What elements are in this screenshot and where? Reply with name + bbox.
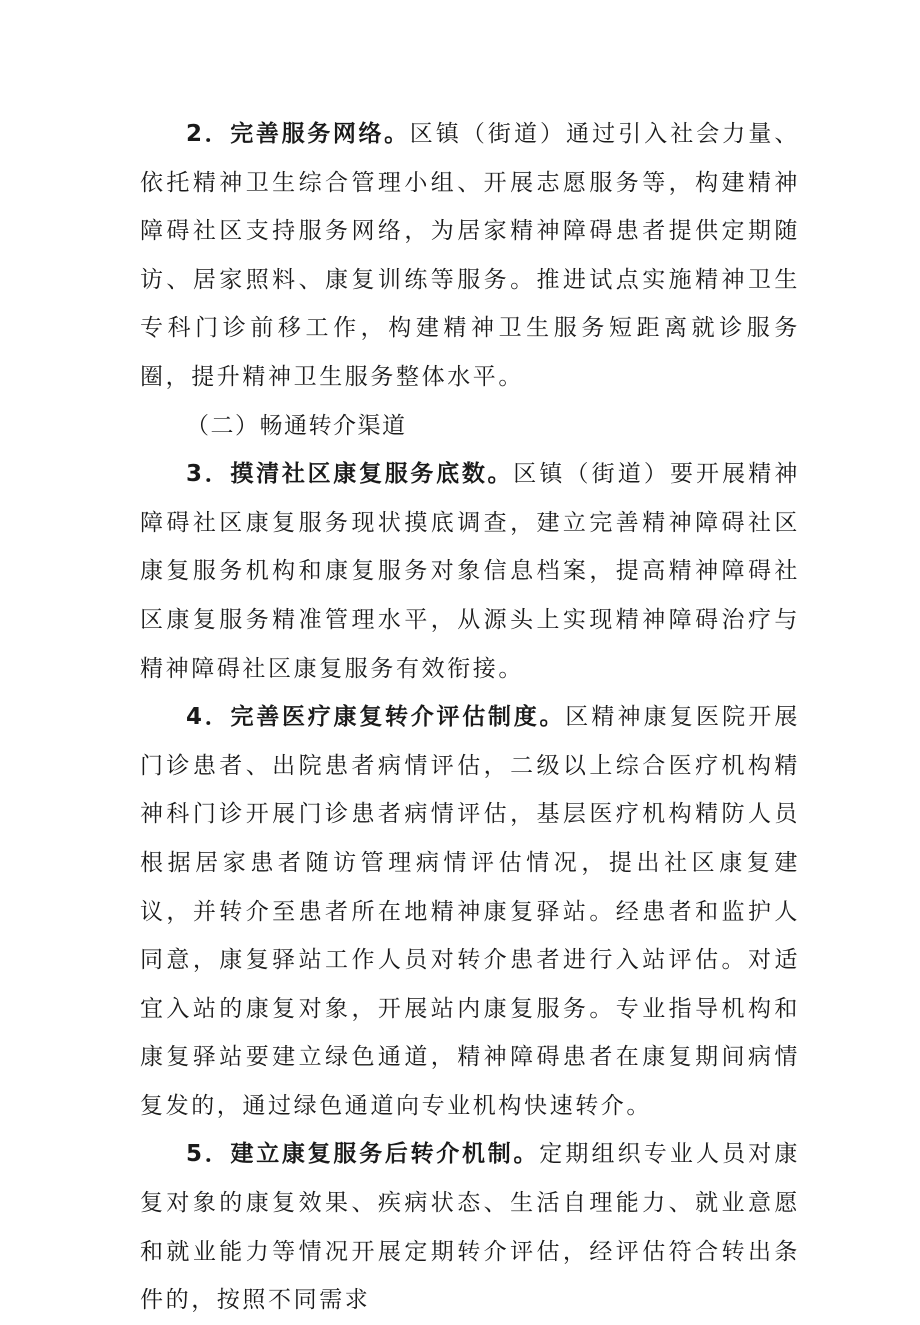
paragraph-referral-assessment	[140, 693, 800, 1130]
section-heading: （二）畅通转介渠道	[186, 412, 407, 439]
paragraph-body: 区精神康复医院开展门诊患者、出院患者病情评估，二级以上综合医疗机构精神科门诊开展门诊患者病情评估，基层医疗机构精防人员根据居家患者随访管理病情评估情况，提出社区康复建议，并转介至患者所在地精神康复驿站。经患者和监护人同意，康复驿站工作人员对转介患者进行入站评估。对适宜入站的康复对象，开展站内康复服务。专业指导机构和康复驿站要建立绿色通道，精神障碍患者在康复期间病情复发的，通过绿色通道向专业机构快速转介。	[140, 704, 800, 1119]
paragraph-lead: 3．摸清社区康复服务底数。	[186, 461, 514, 488]
paragraph-body: 区镇（街道）要开展精神障碍社区康复服务现状摸底调查，建立完善精神障碍社区康复服务机构和康复服务对象信息档案，提高精神障碍社区康复服务精准管理水平，从源头上实现精神障碍治疗与精神障碍社区康复服务有效衔接。	[140, 461, 800, 682]
paragraph-lead: 4．完善医疗康复转介评估制度。	[186, 704, 566, 731]
paragraph-service-baseline	[140, 450, 800, 693]
paragraph-lead: 5．建立康复服务后转介机制。	[186, 1141, 540, 1168]
paragraph-service-network	[140, 110, 800, 402]
paragraph-body: 区镇（街道）通过引入社会力量、依托精神卫生综合管理小组、开展志愿服务等，构建精神障碍社区支持服务网络，为居家精神障碍患者提供定期随访、居家照料、康复训练等服务。推进试点实施精神卫生专科门诊前移工作，构建精神卫生服务短距离就诊服务圈，提升精神卫生服务整体水平。	[140, 121, 800, 390]
paragraph-lead: 2．完善服务网络。	[186, 121, 410, 147]
paragraph-post-rehab-referral	[140, 1130, 800, 1324]
paragraph-body: 定期组织专业人员对康复对象的康复效果、疾病状态、生活自理能力、就业意愿和就业能力等情况开展定期转介评估，经评估符合转出条件的，按照不同需求	[140, 1141, 801, 1314]
document-page	[140, 110, 800, 1325]
